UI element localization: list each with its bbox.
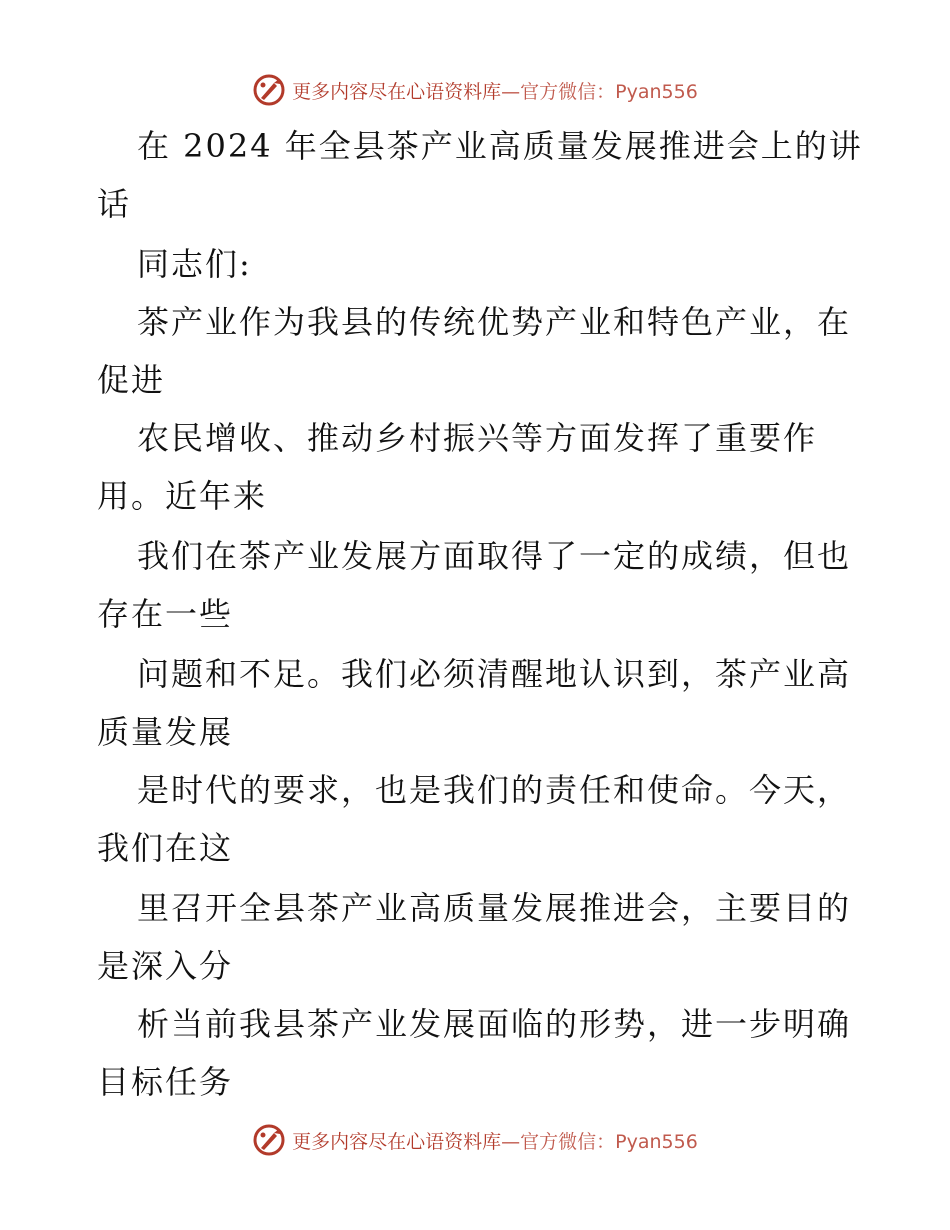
- banner-site-name: 更多内容尽在心语资料库: [292, 1130, 502, 1153]
- doc-paragraph-line: 质量发展: [97, 713, 234, 751]
- doc-paragraph-line: 存在一些: [97, 595, 234, 633]
- banner-dash: —: [501, 80, 521, 103]
- doc-paragraph-line: 是深入分: [97, 947, 234, 985]
- footer-banner: [0, 1120, 950, 1160]
- banner-site-text: [292, 1127, 698, 1154]
- doc-paragraph-line: 农民增收、推动乡村振兴等方面发挥了重要作: [137, 419, 818, 457]
- doc-paragraph-line: 茶产业作为我县的传统优势产业和特色产业，在: [137, 303, 852, 341]
- doc-title-line-1: 在 2024 年全县茶产业高质量发展推进会上的讲: [137, 127, 863, 165]
- doc-paragraph-line: 促进: [97, 361, 166, 399]
- quill-logo-icon: [252, 1123, 286, 1157]
- header-banner: [0, 70, 950, 110]
- doc-paragraph-line: 是时代的要求，也是我们的责任和使命。今天，: [137, 771, 852, 809]
- doc-paragraph-line: 问题和不足。我们必须清醒地认识到，茶产业高: [137, 655, 852, 693]
- doc-paragraph-line: 目标任务: [97, 1063, 234, 1101]
- banner-wechat: 官方微信：Pyan556: [520, 1130, 698, 1153]
- banner-dash: —: [501, 1130, 521, 1153]
- doc-paragraph-line: 里召开全县茶产业高质量发展推进会，主要目的: [137, 889, 852, 927]
- doc-paragraph-line: 我们在这: [97, 829, 234, 867]
- doc-salutation: 同志们:: [137, 245, 252, 283]
- doc-title-line-2: 话: [97, 185, 132, 223]
- doc-paragraph-line: 用。近年来: [97, 477, 268, 515]
- banner-site-text: [292, 77, 698, 104]
- banner-wechat: 官方微信：Pyan556: [520, 80, 698, 103]
- doc-paragraph-line: 析当前我县茶产业发展面临的形势，进一步明确: [137, 1005, 852, 1043]
- banner-site-name: 更多内容尽在心语资料库: [292, 80, 502, 103]
- quill-logo-icon: [252, 73, 286, 107]
- doc-paragraph-line: 我们在茶产业发展方面取得了一定的成绩，但也: [137, 537, 852, 575]
